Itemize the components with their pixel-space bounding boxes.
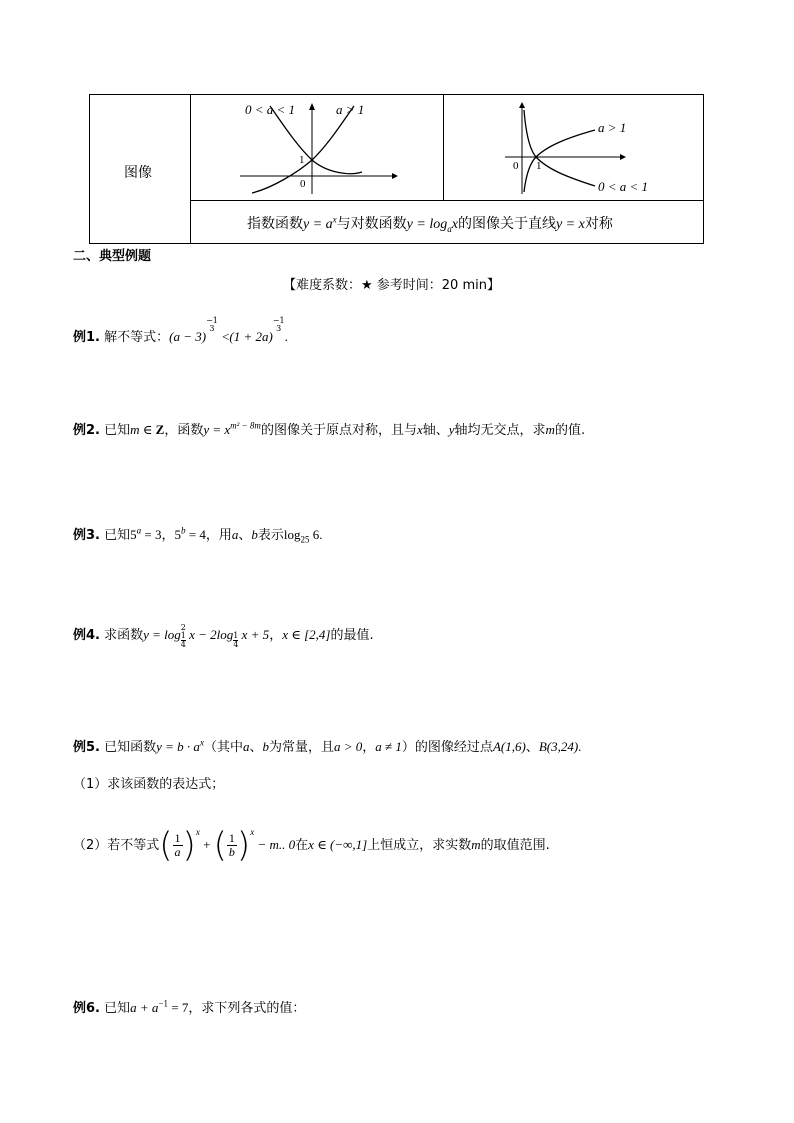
log-point-one: 1 — [536, 160, 542, 172]
example-5: 例5. 已知函数$y = b \cdot a^x$（其中a、b为常量，且a > 0，a ≠ 1）的图像经过点A(1,6)、B(3,24). — [73, 737, 582, 755]
example-5-question-2: （2）若不等式( $\frac{1}{a}$ )$^x$ + ( $\frac{1}{b}$ )$^x$ − m.. 0在x ∈ (−∞,1]上恒成立，求实数m的取值范围. — [73, 825, 550, 866]
difficulty-note: 【难度系数：★ 参考时间：20 min】 — [283, 278, 500, 293]
log-label-bottom: 0 < a < 1 — [598, 179, 649, 194]
section-heading: 二、典型例题 — [73, 249, 152, 264]
exp-label-left: 0 < a < 1 — [245, 102, 296, 117]
example-2: 例2. 已知m ∈ Z，函数$y = x^{m^2 - 8m}$的图像关于原点对称，且与x轴、y轴均无交点，求m的值. — [73, 420, 586, 438]
table-caption: 指数函数$y = a^x$与对数函数$y = \log_ax$的图像关于直线y = x对称 — [247, 214, 613, 234]
exp-label-right: a > 1 — [336, 102, 365, 117]
example-6: 例6. 已知$a + a^{-1} = 7$，求下列各式的值： — [73, 998, 306, 1016]
exp-origin: 0 — [300, 178, 306, 190]
log-origin: 0 — [513, 160, 519, 172]
example-5-question-1: （1）求该函数的表达式； — [73, 777, 225, 792]
example-1: 例1. 解不等式：(a − 3) −1 3 <(1 + 2a) −1 3 . — [73, 316, 288, 345]
row-label-graph: 图像 — [124, 165, 152, 181]
exp-point-one: 1 — [299, 154, 305, 166]
example-3: 例3. 已知$5^a = 3$，$5^b = 4$，用a、b表示$\log_{25} 6$. — [73, 525, 323, 545]
log-label-top: a > 1 — [598, 120, 627, 135]
example-4: 例4. 求函数y = log 2 1 4 x − 2log $\frac{1}{4}$ x + 5，x ∈ [2,4]的最值. — [73, 623, 374, 649]
